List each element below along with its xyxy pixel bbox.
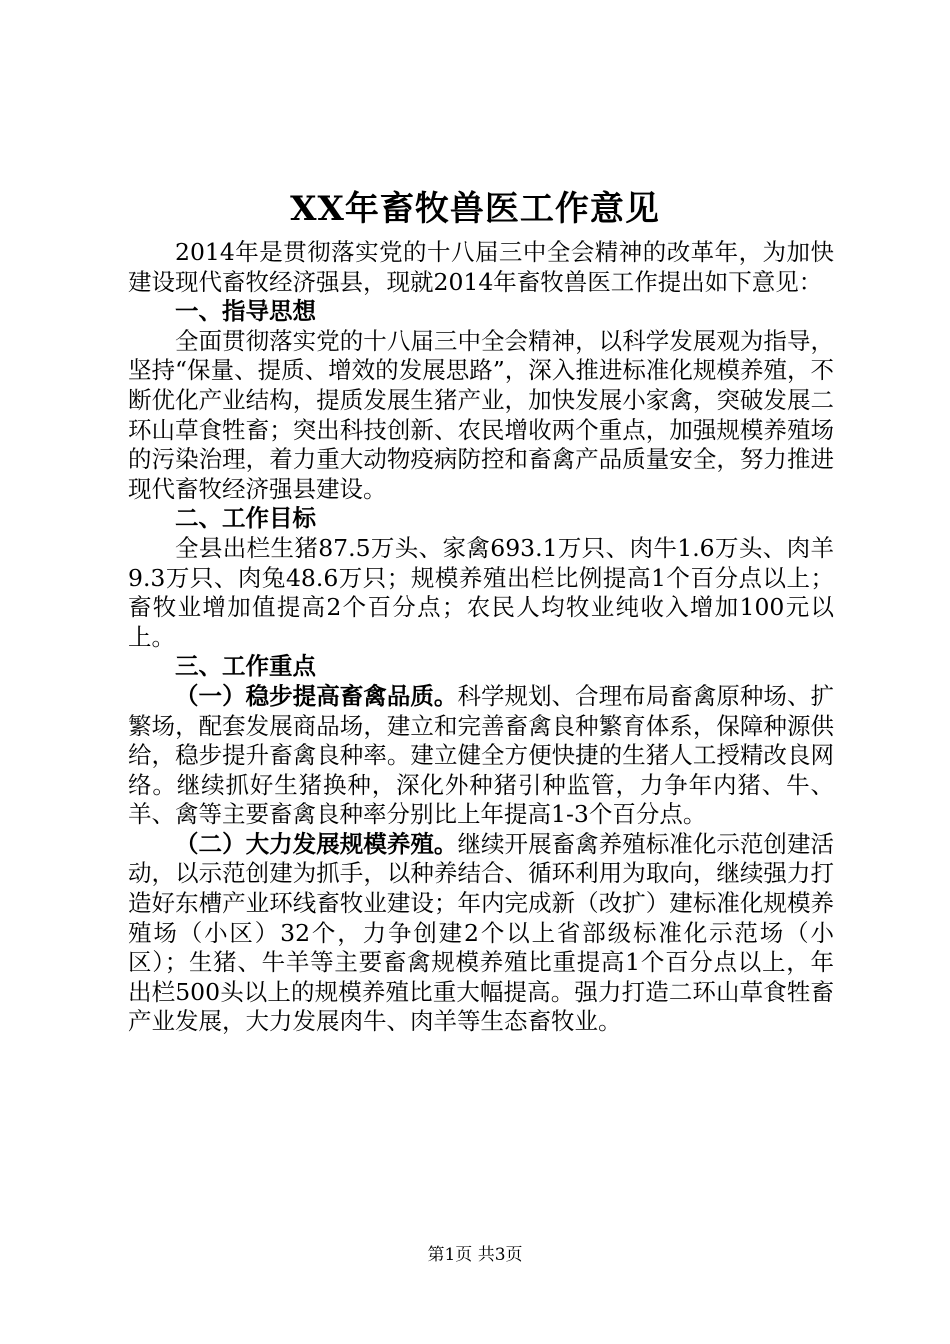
page-footer: 第1页 共3页 [427, 1245, 523, 1265]
priority-item-1-lead: （一）稳步提高畜禽品质。 [175, 681, 458, 710]
priority-item-1-paragraph [128, 682, 834, 830]
work-goals-paragraph: 全县出栏生猪87.5万头、家禽693.1万只、肉牛1.6万头、肉羊9.3万只、肉兔48.6万只；规模养殖出栏比例提高1个百分点以上；畜牧业增加值提高2个百分点；农民人均牧业纯收入增加100元以上。 [128, 533, 834, 651]
section-heading-work-goals: 二、工作目标 [175, 504, 316, 533]
document-body [128, 238, 834, 1037]
priority-item-2-paragraph [128, 830, 834, 1037]
priority-item-1-text: 科学规划、合理布局畜禽原种场、扩繁场，配套发展商品场，建立和完善畜禽良种繁育体系，保障种源供给，稳步提升畜禽良种率。建立健全方便快捷的生猪人工授精改良网络。继续抓好生猪换种，深化外种猪引种监管，力争年内猪、牛、羊、禽等主要畜禽良种率分别比上年提高1-3个百分点。 [128, 681, 835, 829]
section-heading-guiding-ideology: 一、指导思想 [175, 297, 316, 326]
priority-item-2-text: 继续开展畜禽养殖标准化示范创建活动，以示范创建为抓手，以种养结合、循环利用为取向，继续强力打造好东槽产业环线畜牧业建设；年内完成新（改扩）建标准化规模养殖场（小区）32个，力争创建2个以上省部级标准化示范场（小区）；生猪、牛羊等主要畜禽规模养殖比重提高1个百分点以上，年出栏500头以上的规模养殖比重大幅提高。强力打造二环山草食牲畜产业发展，大力发展肉牛、肉羊等生态畜牧业。 [128, 829, 835, 1036]
section-heading-work-priorities: 三、工作重点 [175, 652, 316, 681]
document-title: XX年畜牧兽医工作意见 [290, 189, 660, 229]
priority-item-2-lead: （二）大力发展规模养殖。 [175, 829, 458, 858]
intro-paragraph: 2014年是贯彻落实党的十八届三中全会精神的改革年，为加快建设现代畜牧经济强县，现就2014年畜牧兽医工作提出如下意见： [128, 238, 834, 296]
guiding-ideology-paragraph: 全面贯彻落实党的十八届三中全会精神，以科学发展观为指导，坚持“保量、提质、增效的发展思路”，深入推进标准化规模养殖，不断优化产业结构，提质发展生猪产业，加快发展小家禽，突破发展二环山草食牲畜；突出科技创新、农民增收两个重点，加强规模养殖场的污染治理，着力重大动物疫病防控和畜禽产品质量安全，努力推进现代畜牧经济强县建设。 [128, 326, 834, 503]
